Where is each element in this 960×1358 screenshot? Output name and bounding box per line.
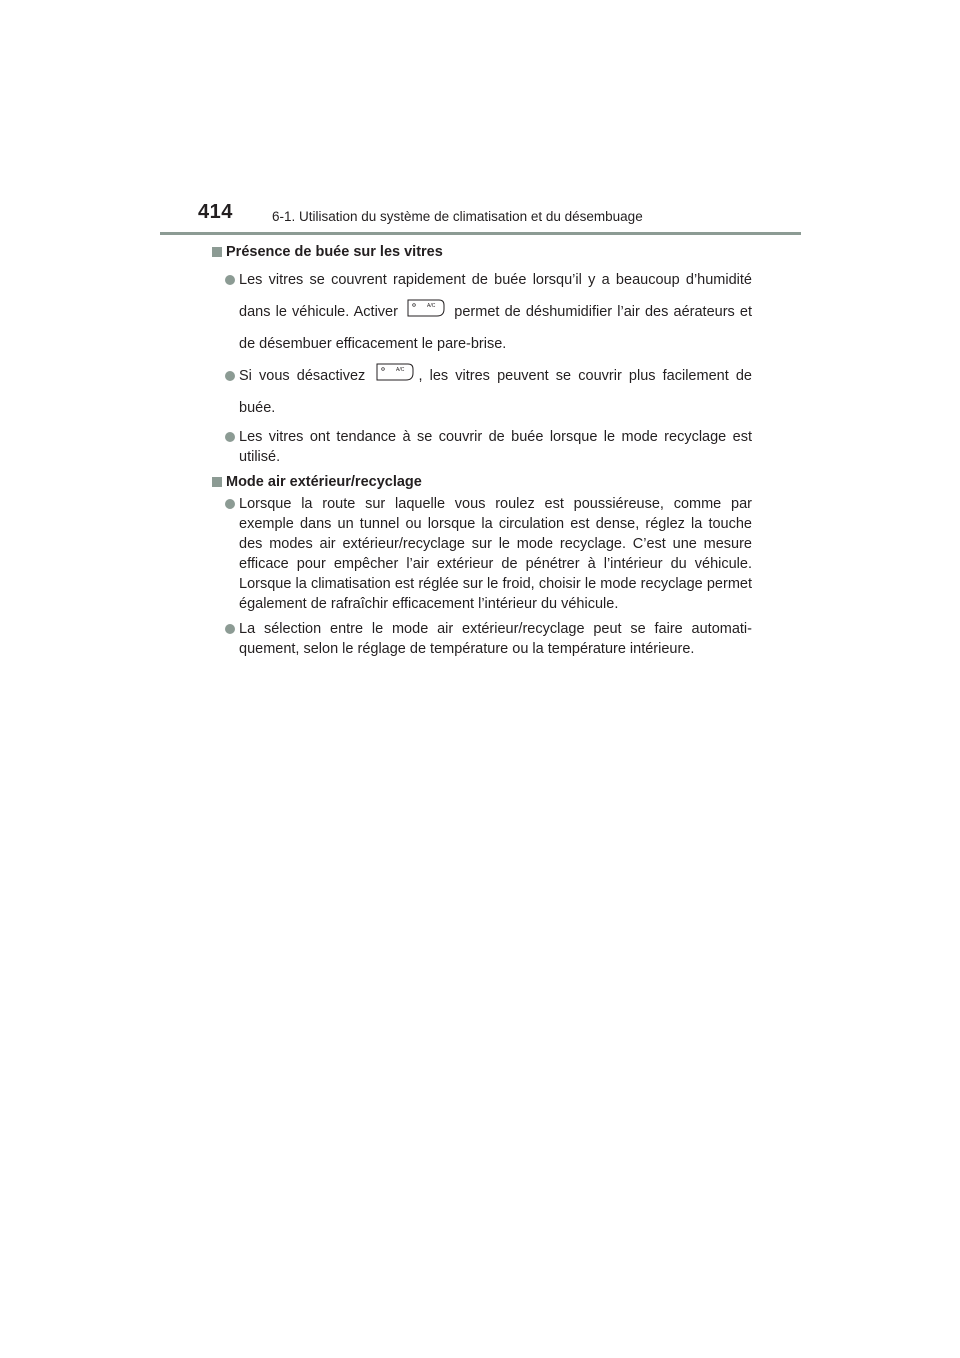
section-title: Mode air extérieur/recyclage — [226, 474, 422, 490]
list-item — [211, 619, 752, 659]
item-text: Lorsque la route sur laquelle vous roulez est poussiéreuse, comme par exemple dans un tunnel ou lorsque la circulation est dense, réglez la touche des modes air extérieur/recyclage sur le mode recyclage. C’est une mesure efficace pour empêcher l’air extérieur de pénétrer à l’intérieur du véhicule. Lorsque la climatisation est réglée sur le froid, choisir le mode recyclage permet également de rafraîchir efficacement l’intérieur du véhicule. — [239, 496, 752, 612]
ac-button-icon — [376, 363, 414, 381]
square-bullet-icon — [212, 247, 222, 257]
item-text-after: , les vitres peuvent se couvrir plus facilement de buée. — [239, 368, 752, 416]
page-content — [211, 242, 752, 664]
header-divider — [160, 232, 801, 235]
item-text-before: Si vous désactivez — [239, 368, 366, 384]
round-bullet-icon — [225, 499, 235, 509]
list-item — [211, 360, 752, 424]
page-number: 414 — [198, 201, 233, 223]
section-title: Présence de buée sur les vitres — [226, 244, 443, 260]
list-item — [211, 427, 752, 467]
round-bullet-icon — [225, 275, 235, 285]
list-item — [211, 264, 752, 360]
svg-text:A/C: A/C — [396, 367, 405, 374]
item-text: Les vitres ont tendance à se couvrir de buée lorsque le mode recyclage est utilisé. — [239, 429, 752, 465]
round-bullet-icon — [225, 371, 235, 381]
round-bullet-icon — [225, 432, 235, 442]
ac-button-icon — [407, 299, 445, 317]
item-text-after: permet de déshumidifier l’air des aérateurs et de désembuer efficacement le pare-brise. — [239, 304, 753, 352]
page-header — [0, 0, 960, 240]
section-heading-fogging — [211, 242, 752, 262]
square-bullet-icon — [212, 477, 222, 487]
round-bullet-icon — [225, 624, 235, 634]
svg-text:A/C: A/C — [427, 303, 436, 310]
item-text: La sélection entre le mode air extérieur/recyclage peut se faire automati-quement, selon le réglage de température ou la température intérieure. — [239, 621, 752, 657]
section-heading-air-mode — [211, 472, 752, 492]
chapter-title: 6-1. Utilisation du système de climatisation et du désembuage — [272, 209, 643, 224]
list-item — [211, 494, 752, 614]
item-text-before: Les vitres se couvrent rapidement de buée lorsqu’il y a beaucoup d’humidité dans le véhicule. Activer — [239, 272, 752, 320]
